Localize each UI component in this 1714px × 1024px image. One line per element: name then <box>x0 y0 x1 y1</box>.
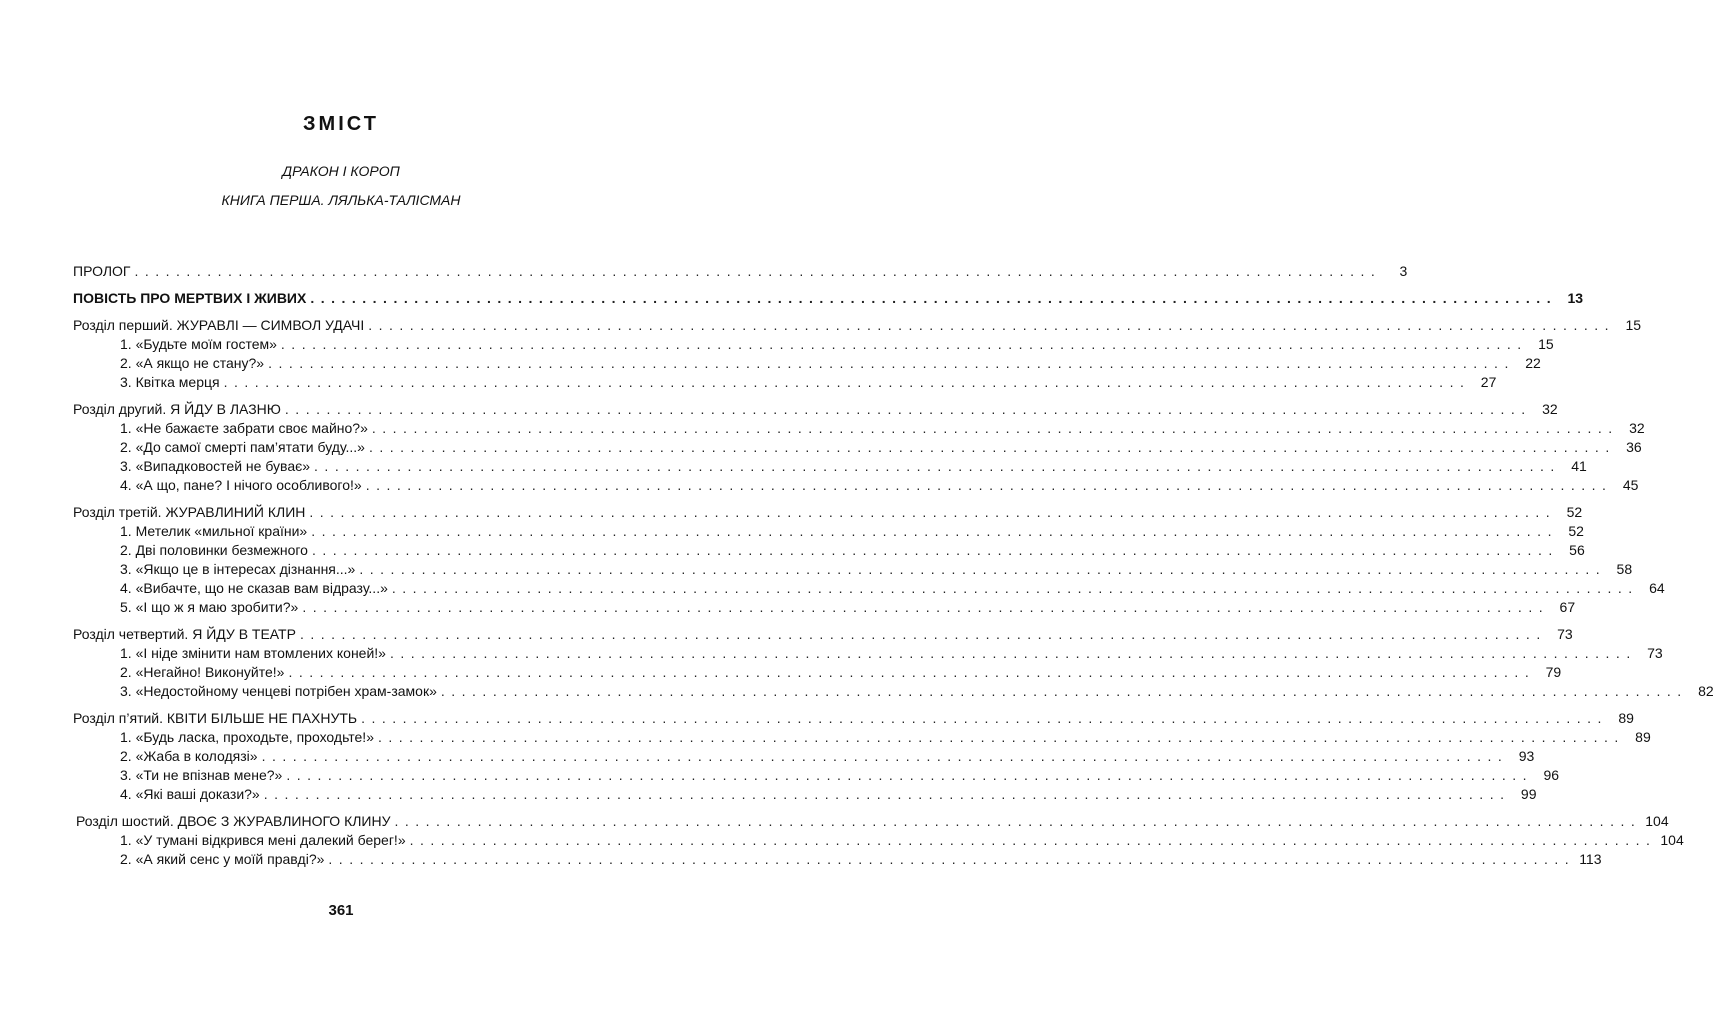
toc-entry-page: 52 <box>1566 504 1583 520</box>
toc-entry-part <box>73 289 1584 308</box>
toc-entry-page: 27 <box>1480 374 1497 390</box>
toc-entry-title: 4. «А що, пане? І нічого особливого!» <box>120 477 362 493</box>
dot-leader: ........................................................................................................................ <box>310 290 1558 306</box>
book-series-title: ДРАКОН І КОРОП <box>282 163 400 179</box>
toc-entry-title: Розділ другий. Я ЙДУ В ЛАЗНЮ <box>73 401 281 417</box>
toc-entry-page: 96 <box>1543 767 1560 783</box>
dot-leader: ........................................................................................................................ <box>134 263 1382 279</box>
dot-leader: ........................................................................................................................ <box>261 748 1509 764</box>
toc-entry-section <box>73 541 1585 560</box>
toc-entry-section <box>73 785 1537 804</box>
toc-entry-title: 1. Метелик «мильної країни» <box>120 523 308 539</box>
toc-entry-page: 22 <box>1525 355 1541 371</box>
toc-entry-title: 3. Квітка мерця <box>120 374 220 390</box>
dot-leader: ........................................................................................................................ <box>314 458 1561 474</box>
toc-entry-section <box>73 419 1645 438</box>
dot-leader: ........................................................................................................................ <box>284 401 1532 417</box>
dot-leader: ........................................................................................................................ <box>365 477 1613 493</box>
toc-entry-page: 64 <box>1649 580 1665 596</box>
dot-leader: ........................................................................................................................ <box>368 439 1616 455</box>
toc-entry-section <box>73 747 1535 766</box>
dot-leader: ........................................................................................................................ <box>286 767 1534 783</box>
toc-entry-page: 73 <box>1647 645 1663 661</box>
toc-heading: ЗМІСТ <box>303 113 379 135</box>
toc-entry-title: 1. «Будь ласка, проходьте, проходьте!» <box>120 729 374 745</box>
toc-entry-section <box>73 335 1554 354</box>
dot-leader: ........................................................................................................................ <box>359 561 1607 577</box>
toc-entry-page: 58 <box>1616 561 1633 577</box>
toc-entry-chapter <box>73 503 1583 522</box>
toc-entry-section <box>73 438 1642 457</box>
page-number: 361 <box>328 902 354 919</box>
dot-leader: ........................................................................................................................ <box>394 813 1642 829</box>
toc-entry-section <box>73 831 1684 850</box>
toc-entry-title: Розділ п’ятий. КВІТИ БІЛЬШЕ НЕ ПАХНУТЬ <box>73 710 358 726</box>
toc-entry-title: Розділ четвертий. Я ЙДУ В ТЕАТР <box>73 626 296 642</box>
toc-entry-title: 3. «Випадковостей не буває» <box>120 458 311 474</box>
toc-entry-chapter <box>73 709 1634 728</box>
toc-entry-title: 2. «До самої смерті пам’ятати буду...» <box>120 439 365 455</box>
toc-entry-chapter <box>73 316 1642 335</box>
toc-entry-chapter <box>73 812 1669 831</box>
toc-entry-title: 1. «Не бажаєте забрати своє майно?» <box>120 420 368 436</box>
toc-entry-section <box>73 728 1651 747</box>
toc-entry-page: 89 <box>1635 729 1651 745</box>
dot-leader: ........................................................................................................................ <box>368 317 1616 333</box>
toc-entry-title: Розділ третій. ЖУРАВЛИНИЙ КЛИН <box>73 504 306 520</box>
toc-entry-title: 2. «А який сенс у моїй правді?» <box>120 851 325 867</box>
dot-leader: ........................................................................................................................ <box>302 599 1550 615</box>
toc-entry-title: Розділ перший. ЖУРАВЛІ — СИМВОЛ УДАЧІ <box>73 317 365 333</box>
dot-leader: ........................................................................................................................ <box>309 504 1557 520</box>
toc-entry-page: 15 <box>1538 336 1554 352</box>
dot-leader: ........................................................................................................................ <box>361 710 1608 726</box>
dot-leader: ........................................................................................................................ <box>389 645 1637 661</box>
toc-entry-chapter <box>73 625 1573 644</box>
book-part-title: КНИГА ПЕРША. ЛЯЛЬКА-ТАЛІСМАН <box>221 192 461 208</box>
dot-leader: ........................................................................................................................ <box>328 851 1576 867</box>
toc-entry-section <box>73 373 1497 392</box>
dot-leader: ........................................................................................................................ <box>311 523 1558 539</box>
toc-entry-page: 36 <box>1626 439 1642 455</box>
toc-entry-page: 3 <box>1399 263 1408 279</box>
toc-entry-section <box>73 766 1560 785</box>
toc-entry-title: ПРОЛОГ <box>73 263 131 279</box>
toc-entry-section <box>73 457 1587 476</box>
toc-entry-title: 2. Дві половинки безмежного <box>120 542 308 558</box>
toc-entry-title: 3. «Недостойному ченцеві потрібен храм-замок» <box>120 683 437 699</box>
toc-entry-section <box>73 560 1633 579</box>
toc-entry-title: 5. «І що ж я маю зробити?» <box>120 599 299 615</box>
toc-entry-page: 52 <box>1568 523 1584 539</box>
toc-entry-section <box>73 644 1663 663</box>
toc-entry-section <box>73 663 1562 682</box>
toc-entry-section <box>73 682 1714 701</box>
dot-leader: ........................................................................................................................ <box>391 580 1639 596</box>
toc-entry-chapter <box>73 400 1558 419</box>
dot-leader: ........................................................................................................................ <box>377 729 1625 745</box>
dot-leader: ........................................................................................................................ <box>288 664 1536 680</box>
toc-entry-title: 4. «Які ваші докази?» <box>120 786 260 802</box>
toc-entry-title: Розділ шостий. ДВОЄ З ЖУРАВЛИНОГО КЛИНУ <box>76 813 391 829</box>
toc-entry-section <box>73 579 1665 598</box>
toc-entry-page: 32 <box>1542 401 1558 417</box>
dot-leader: ........................................................................................................................ <box>440 683 1688 699</box>
dot-leader: ........................................................................................................................ <box>299 626 1547 642</box>
toc-entry-page: 67 <box>1559 599 1576 615</box>
toc-entry-page: 104 <box>1645 813 1669 829</box>
dot-leader: ........................................................................................................................ <box>311 542 1559 558</box>
dot-leader: ........................................................................................................................ <box>371 420 1619 436</box>
toc-entry-title: 3. «Якщо це в інтересах дізнання...» <box>120 561 356 577</box>
dot-leader: ........................................................................................................................ <box>263 786 1511 802</box>
dot-leader: ........................................................................................................................ <box>280 336 1528 352</box>
toc-entry-title: 4. «Вибачте, що не сказав вам відразу...» <box>120 580 388 596</box>
toc-entry-section <box>73 598 1576 617</box>
toc-entry-page: 41 <box>1571 458 1587 474</box>
dot-leader: ........................................................................................................................ <box>409 832 1657 848</box>
toc-entry-page: 32 <box>1629 420 1645 436</box>
toc-entry-page: 93 <box>1518 748 1535 764</box>
table-of-contents <box>73 262 1714 869</box>
toc-entry-page: 13 <box>1567 290 1584 306</box>
toc-entry-page: 73 <box>1557 626 1573 642</box>
toc-entry-page: 45 <box>1622 477 1639 493</box>
toc-entry-title: 2. «А якщо не стану?» <box>120 355 265 371</box>
toc-entry-page: 79 <box>1545 664 1562 680</box>
toc-entry-page: 104 <box>1660 832 1684 848</box>
dot-leader: ........................................................................................................................ <box>223 374 1471 390</box>
toc-entry-page: 56 <box>1569 542 1585 558</box>
toc-entry-title: 1. «У тумані відкрився мені далекий берег!» <box>120 832 406 848</box>
toc-entry-page: 89 <box>1618 710 1634 726</box>
toc-entry-title: 3. «Ти не впізнав мене?» <box>120 767 283 783</box>
toc-entry-title: 2. «Негайно! Виконуйте!» <box>120 664 285 680</box>
toc-entry-page: 113 <box>1579 851 1602 867</box>
toc-entry-section <box>73 850 1602 869</box>
toc-entry-section <box>73 354 1541 373</box>
toc-entry-prologue <box>73 262 1408 281</box>
toc-entry-page: 99 <box>1520 786 1537 802</box>
toc-entry-title: 1. «І ніде змінити нам втомлених коней!» <box>120 645 386 661</box>
toc-entry-title: 1. «Будьте моїм гостем» <box>120 336 277 352</box>
toc-entry-title: 2. «Жаба в колодязі» <box>120 748 258 764</box>
toc-entry-section <box>73 522 1584 541</box>
toc-entry-title: ПОВІСТЬ ПРО МЕРТВИХ І ЖИВИХ <box>73 290 307 306</box>
toc-entry-section <box>73 476 1639 495</box>
dot-leader: ........................................................................................................................ <box>268 355 1515 371</box>
toc-entry-page: 82 <box>1698 683 1714 699</box>
toc-entry-page: 15 <box>1625 317 1642 333</box>
